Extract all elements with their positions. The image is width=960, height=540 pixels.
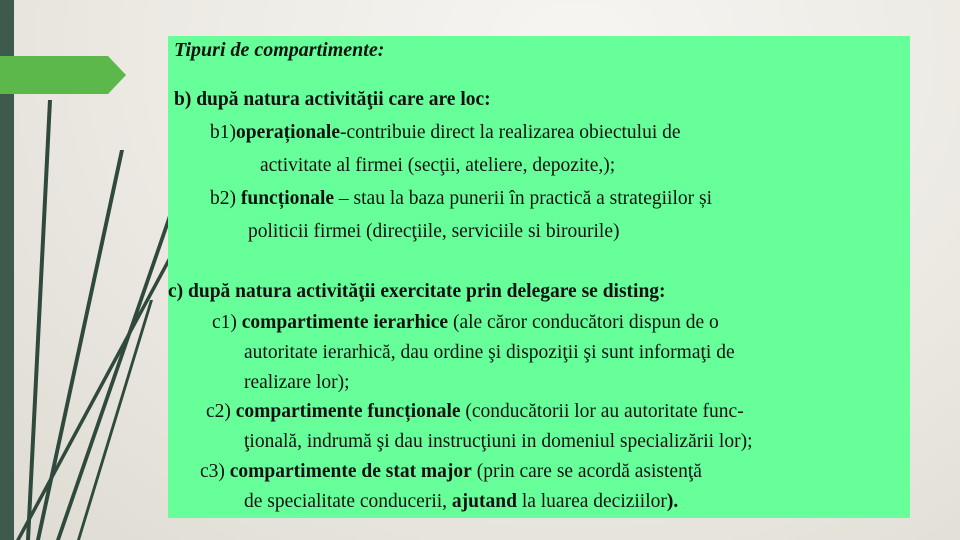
c2-continuation: ţională, indrumă şi dau instrucţiuni in domeniul specializării lor); <box>244 431 753 452</box>
c3-cont-bold: ajutand <box>451 491 517 512</box>
c3-cont-end: ). <box>666 491 679 512</box>
b-heading <box>174 88 491 112</box>
c2-rest: (conducătorii lor au autoritate func- <box>460 401 744 422</box>
b1-line <box>210 121 681 145</box>
b2-line <box>210 187 712 211</box>
b-heading-text: b) după natura activităţii care are loc: <box>174 89 491 110</box>
c2-bold: compartimente funcționale <box>235 401 461 422</box>
c-heading <box>168 280 666 304</box>
c1-line <box>212 311 719 335</box>
b2-rest: – stau la baza punerii în practică a strategiilor și <box>334 188 712 209</box>
slide-title: Tipuri de compartimente: <box>174 39 385 61</box>
c2-line <box>206 400 744 424</box>
c1-label: c1) <box>212 312 242 333</box>
c3-continuation <box>244 490 678 514</box>
c3-cont-b: la luarea deciziilor <box>516 491 667 512</box>
c3-bold: compartimente de stat major <box>229 461 472 482</box>
c3-cont-a: de specialitate conducerii, <box>244 491 452 512</box>
c3-label: c3) <box>200 461 230 482</box>
b2-continuation: politicii firmei (direcţiile, serviciile si birourile) <box>248 221 620 242</box>
b2-label: b2) <box>210 188 241 209</box>
content-box <box>168 36 910 518</box>
b1-label: b1) <box>210 122 236 143</box>
c-heading-text: c) după natura activităţii exercitate prin delegare se disting: <box>168 281 666 302</box>
c1-continuation-2: realizare lor); <box>244 372 350 393</box>
b2-bold: funcționale <box>240 188 335 209</box>
c1-bold: compartimente ierarhice <box>241 312 449 333</box>
b1-bold: operaționale <box>236 122 340 143</box>
c2-label: c2) <box>206 401 236 422</box>
c1-continuation-1: autoritate ierarhică, dau ordine şi dispoziţii şi sunt informaţi de <box>244 342 735 363</box>
b1-continuation: activitate al firmei (secţii, ateliere, depozite,); <box>260 155 616 176</box>
c1-rest: (ale căror conducători dispun de o <box>448 312 719 333</box>
b1-rest: -contribuie direct la realizarea obiectului de <box>339 122 681 143</box>
c3-line <box>200 460 702 484</box>
c3-rest: (prin care se acordă asistenţă <box>471 461 702 482</box>
arrow-tab-icon <box>0 56 126 94</box>
